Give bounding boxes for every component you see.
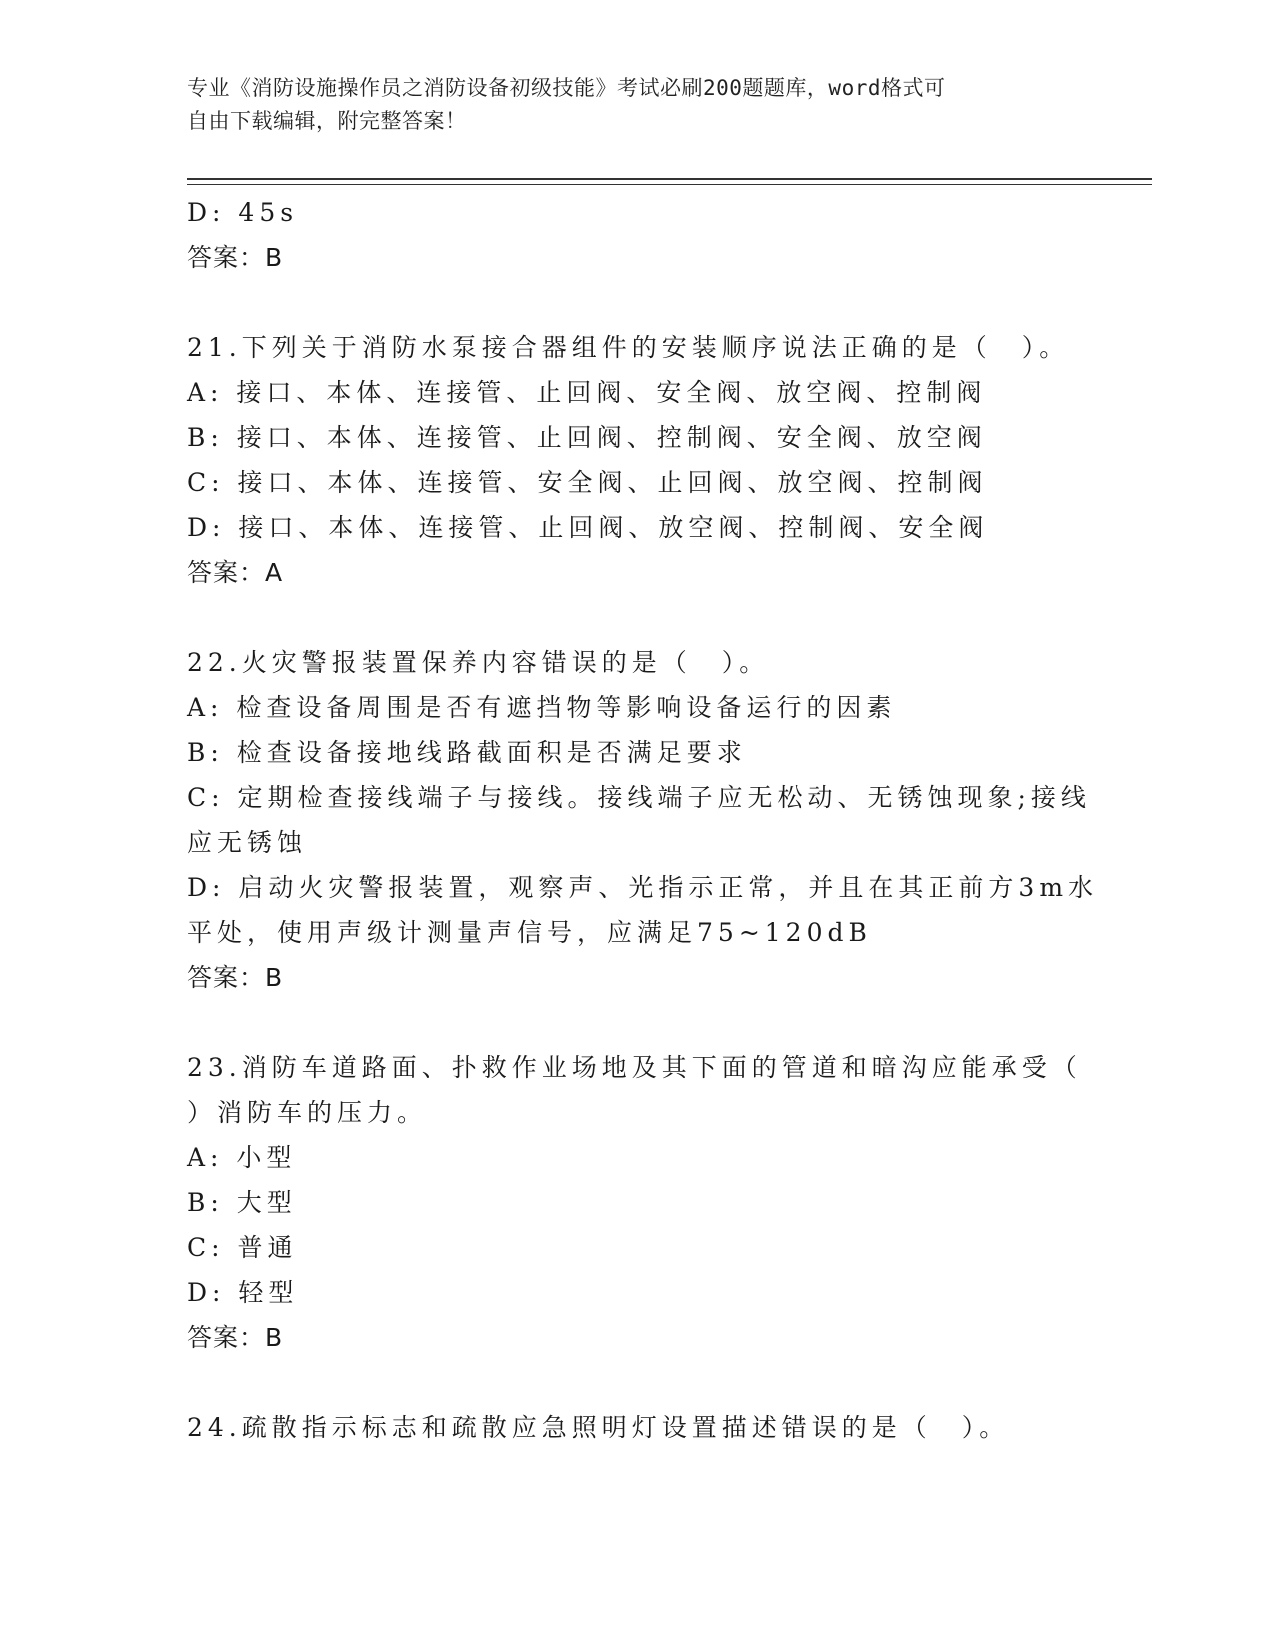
answer-line: 答案：B — [187, 1323, 284, 1352]
answer-line: 答案：B — [187, 243, 284, 272]
page-header — [187, 72, 1067, 138]
question-list — [187, 190, 1099, 1450]
spacer — [187, 1000, 1067, 1045]
option-c: C: 普通 — [187, 1233, 298, 1262]
question-text-line-1: 23.消防车道路面、扑救作业场地及其下面的管道和暗沟应能承受（ — [187, 1053, 1082, 1082]
question-23 — [187, 1045, 1082, 1360]
question-text: 22.火灾警报装置保养内容错误的是（ ）。 — [187, 648, 770, 677]
question-22 — [187, 640, 1099, 1000]
header-title-line-1: 专业《消防设施操作员之消防设备初级技能》考试必刷200题题库，word格式可 — [187, 76, 946, 100]
header-divider — [187, 178, 1152, 185]
header-title-line-2: 自由下载编辑，附完整答案！ — [187, 109, 467, 133]
answer-line: 答案：A — [187, 558, 284, 587]
option-d-line-1: D: 启动火灾警报装置，观察声、光指示正常，并且在其正前方3m水 — [187, 873, 1099, 902]
option-b: B: 接口、本体、连接管、止回阀、控制阀、安全阀、放空阀 — [187, 423, 987, 452]
spacer — [187, 595, 1067, 640]
question-text-line-2: ）消防车的压力。 — [187, 1098, 428, 1127]
option-d: D: 45s — [187, 198, 299, 227]
option-b: B: 检查设备接地线路截面积是否满足要求 — [187, 738, 747, 767]
question-21 — [187, 325, 1070, 595]
question-24 — [187, 1405, 1067, 1450]
option-d: D: 轻型 — [187, 1278, 299, 1307]
answer-line: 答案：B — [187, 963, 284, 992]
option-d: D: 接口、本体、连接管、止回阀、放空阀、控制阀、安全阀 — [187, 513, 989, 542]
question-text: 21.下列关于消防水泵接合器组件的安装顺序说法正确的是（ ）。 — [187, 333, 1070, 362]
option-a: A: 检查设备周围是否有遮挡物等影响设备运行的因素 — [187, 693, 897, 722]
spacer — [187, 1360, 1067, 1405]
option-c-line-2: 应无锈蚀 — [187, 828, 308, 857]
spacer — [187, 280, 1067, 325]
question-20-tail — [187, 190, 1067, 280]
option-b: B: 大型 — [187, 1188, 297, 1217]
option-d-line-2: 平处，使用声级计测量声信号，应满足75~120dB — [187, 918, 872, 947]
option-a: A: 小型 — [187, 1143, 297, 1172]
question-text: 24.疏散指示标志和疏散应急照明灯设置描述错误的是（ ）。 — [187, 1413, 1010, 1442]
option-a: A: 接口、本体、连接管、止回阀、安全阀、放空阀、控制阀 — [187, 378, 987, 407]
option-c: C: 接口、本体、连接管、安全阀、止回阀、放空阀、控制阀 — [187, 468, 988, 497]
option-c-line-1: C: 定期检查接线端子与接线。接线端子应无松动、无锈蚀现象;接线 — [187, 783, 1091, 812]
